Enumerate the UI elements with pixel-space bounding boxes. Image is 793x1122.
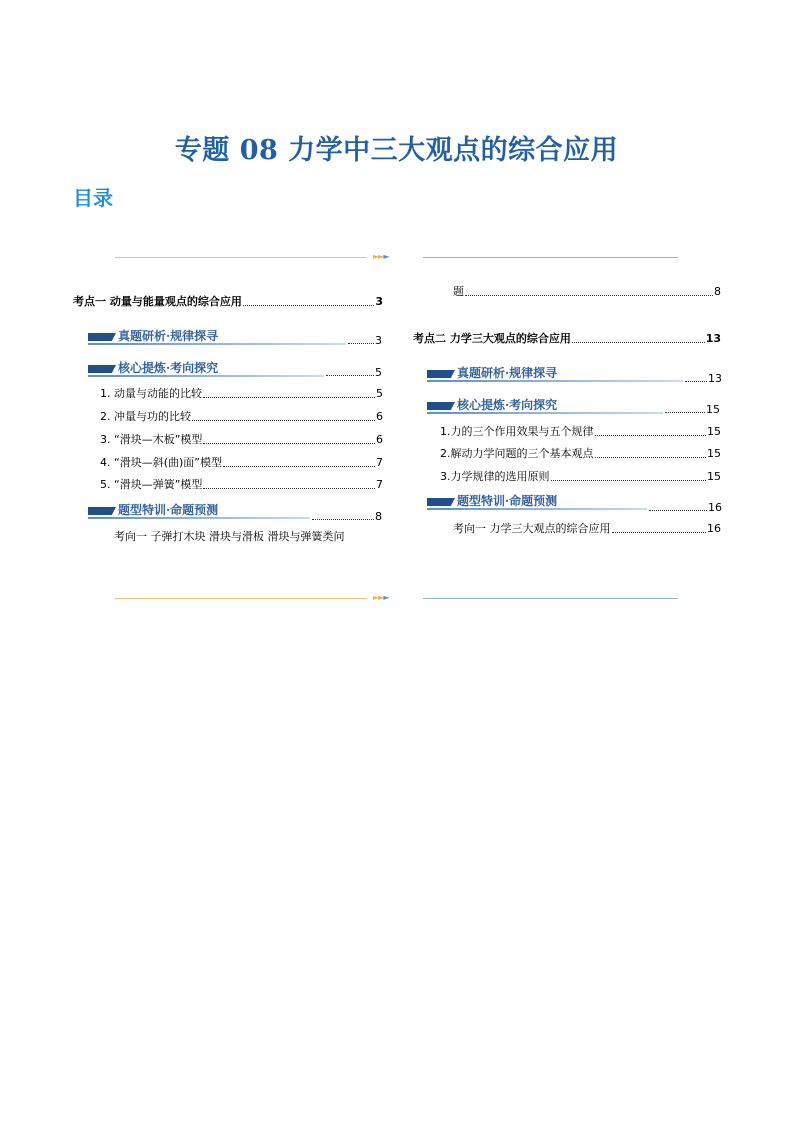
- banner-bar-icon: [427, 402, 455, 410]
- leader-dots: [312, 519, 374, 520]
- toc-item[interactable]: 4. “滑块—斜(曲)面”模型 7: [100, 456, 383, 469]
- top-divider: [115, 254, 678, 262]
- leader-dots: [665, 412, 705, 413]
- page-number: 3: [375, 334, 382, 347]
- toc-entry-continued[interactable]: 题 8: [453, 285, 721, 298]
- arrow-icon: ►►►: [373, 252, 389, 261]
- toc-item[interactable]: 3.力学规律的选用原则 15: [440, 470, 721, 483]
- leader-dots: [685, 381, 707, 382]
- toc-direction-right[interactable]: 考向一 力学三大观点的综合应用 16: [453, 522, 721, 535]
- document-title: 专题 08 力学中三大观点的综合应用: [174, 135, 619, 166]
- page-number: 5: [375, 366, 382, 379]
- leader-dots: [649, 510, 707, 511]
- leader-dots: [243, 305, 375, 306]
- leader-dots: [326, 375, 374, 376]
- banner-bar-icon: [88, 333, 116, 341]
- toc-entry-kp1[interactable]: [73, 295, 383, 309]
- banner-text: 题型特训·命题预测: [457, 494, 558, 508]
- banner-bar-icon: [88, 365, 116, 373]
- banner-text: 真题研析·规律探寻: [118, 329, 219, 343]
- toc-entry-text: 考点一 动量与能量观点的综合应用: [73, 295, 242, 308]
- page-number: 3: [375, 295, 383, 308]
- toc-item[interactable]: 3. “滑块—木板”模型 6: [100, 433, 383, 446]
- page-number: 13: [708, 372, 722, 385]
- toc-item[interactable]: 2. 冲量与功的比较 6: [100, 410, 383, 423]
- arrow-icon: ►►►: [373, 593, 389, 602]
- banner-核心提炼-right[interactable]: [427, 397, 721, 415]
- banner-text: 核心提炼·考向探究: [118, 361, 219, 375]
- banner-真题研析-right[interactable]: [427, 365, 721, 383]
- toc-item[interactable]: 1. 动量与动能的比较 5: [100, 387, 383, 400]
- toc-item[interactable]: 2.解动力学问题的三个基本观点 15: [440, 447, 721, 460]
- bottom-divider: [115, 595, 678, 603]
- banner-bar-icon: [427, 498, 455, 506]
- page-number: 15: [706, 403, 720, 416]
- banner-bar-icon: [427, 370, 455, 378]
- banner-bar-icon: [88, 507, 116, 515]
- banner-真题研析[interactable]: [88, 328, 383, 346]
- toc-heading: 目录: [73, 186, 113, 210]
- banner-text: 题型特训·命题预测: [118, 503, 219, 517]
- banner-核心提炼[interactable]: [88, 360, 383, 378]
- leader-dots: [348, 343, 374, 344]
- page-number: 8: [375, 510, 382, 523]
- banner-text: 真题研析·规律探寻: [457, 366, 558, 380]
- toc-direction-left[interactable]: 考向一 子弹打木块 滑块与滑板 滑块与弹簧类问: [114, 530, 345, 543]
- banner-题型特训-right[interactable]: [427, 493, 722, 514]
- banner-text: 核心提炼·考向探究: [457, 398, 558, 412]
- banner-题型特训[interactable]: [88, 502, 383, 523]
- page-number: 16: [708, 501, 722, 514]
- toc-entry-kp2[interactable]: 考点二 力学三大观点的综合应用 13: [413, 332, 721, 345]
- toc-item[interactable]: 5. “滑块—弹簧”模型 7: [100, 478, 383, 491]
- toc-item[interactable]: 1.力的三个作用效果与五个规律 15: [440, 425, 721, 438]
